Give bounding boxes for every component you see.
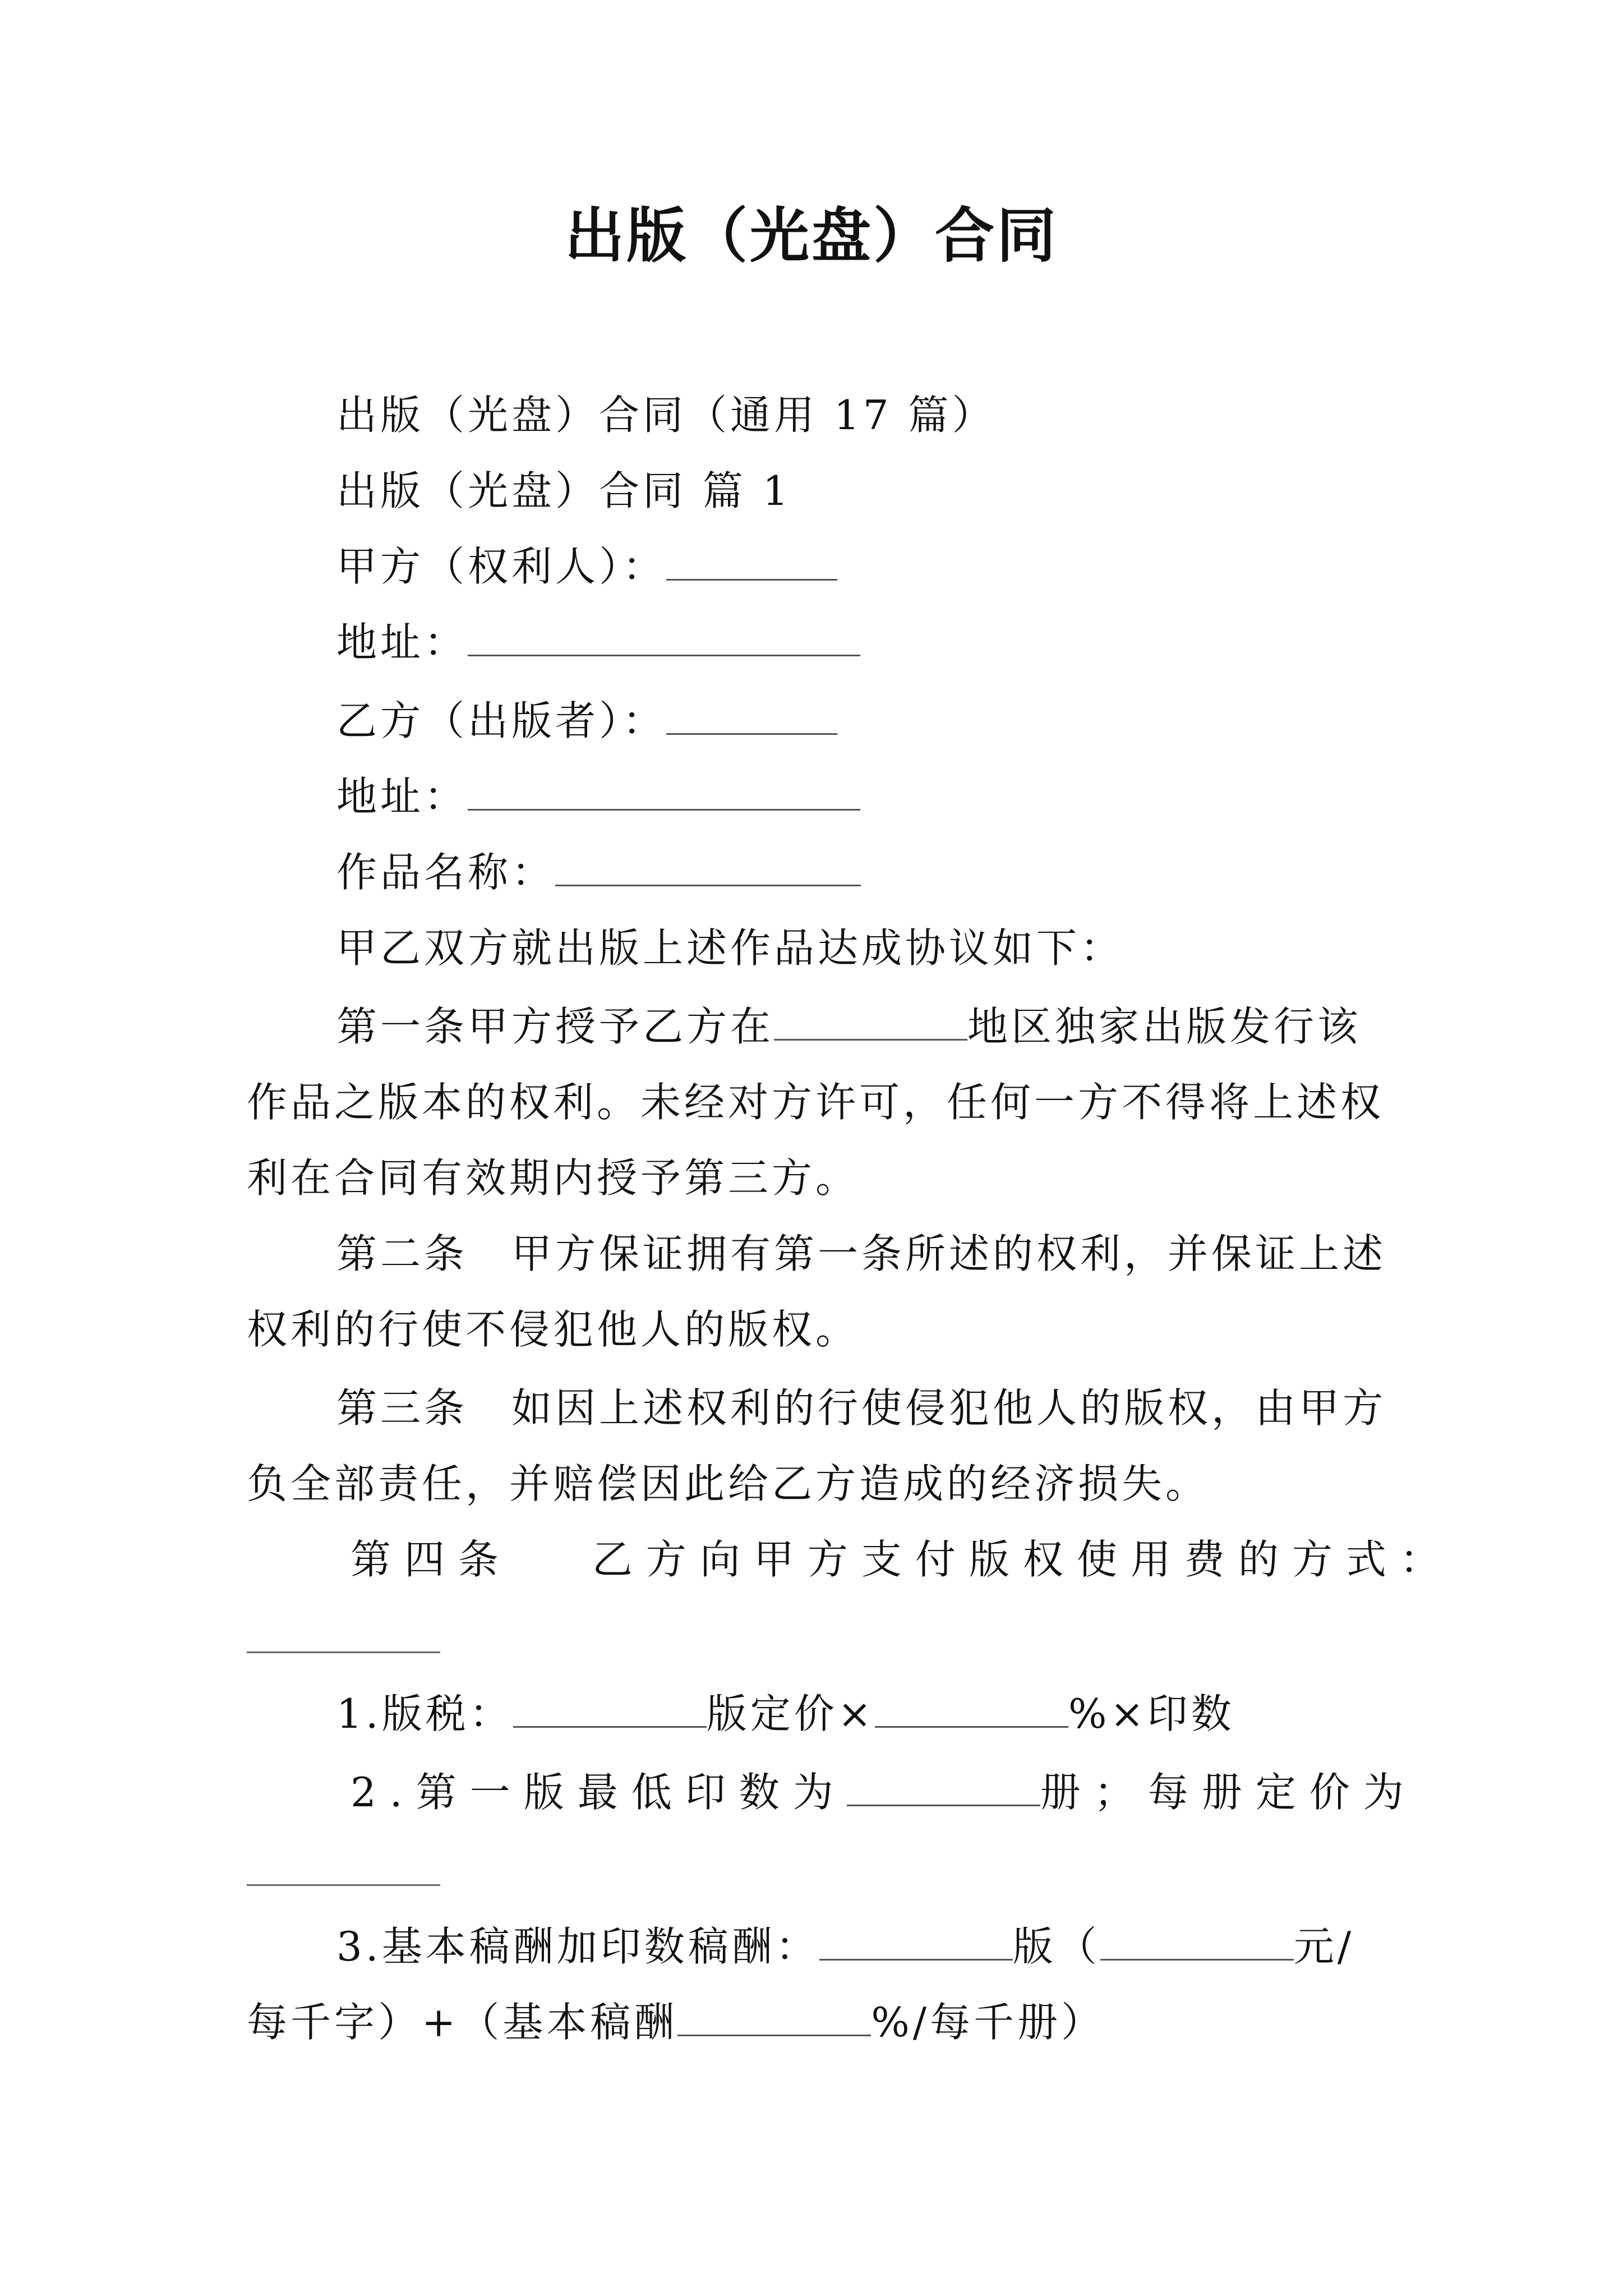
article-3-line-2: 负全部责任，并赔偿因此给乙方造成的经济损失。 (247, 1460, 1210, 1507)
party-b-line (336, 696, 837, 746)
article-4-line-1: 第四条 乙方向甲方支付版权使用费的方式： (351, 1536, 1454, 1583)
section-heading: 出版（光盘）合同 篇 1 (336, 467, 792, 514)
party-a-line (336, 541, 837, 592)
agreement-intro: 甲乙双方就出版上述作品达成协议如下： (336, 924, 1124, 972)
item-2-blank-a (847, 1771, 1040, 1806)
item-3-line-1 (336, 1921, 1354, 1972)
item-3-blank-b (1100, 1925, 1294, 1961)
article-2-line-1: 第二条 甲方保证拥有第一条所述的权利，并保证上述 (336, 1230, 1387, 1277)
article-4-payment-blank (247, 1649, 440, 1653)
document-title: 出版（光盘）合同 (565, 200, 1058, 270)
article-1-line-3: 利在合同有效期内授予第三方。 (247, 1154, 860, 1202)
item-2-text-b: 册；每册定价为 (1040, 1769, 1417, 1816)
article-1-region-blank (774, 1005, 967, 1041)
item-2-text-a: 2.第一版最低印数为 (351, 1769, 847, 1816)
work-title-label: 作品名称： (336, 849, 556, 896)
party-a-address-line (336, 617, 860, 668)
article-1-line-2: 作品之版本的权利。未经对方许可，任何一方不得将上述权 (247, 1079, 1385, 1126)
item-3-text-e: %/每千册） (871, 1999, 1105, 2046)
item-3-text-a: 3.基本稿酬加印数稿酬： (336, 1923, 819, 1970)
article-2-line-2: 权利的行使不侵犯他人的版权。 (247, 1306, 860, 1353)
work-title-line (336, 847, 861, 898)
article-1-text-b: 地区独家出版发行该 (967, 1003, 1362, 1050)
party-a-label: 甲方（权利人）： (336, 543, 667, 590)
item-3-text-d: 每千字）+（基本稿酬 (247, 1999, 678, 2046)
item-2-price-blank (247, 1882, 440, 1886)
work-title-blank (555, 851, 861, 886)
item-1-text-c: %×印数 (1068, 1690, 1235, 1737)
item-3-text-c: 元/ (1293, 1923, 1354, 1970)
party-b-blank (666, 700, 837, 735)
address-label: 地址： (336, 773, 468, 820)
subtitle-line: 出版（光盘）合同（通用 17 篇） (336, 392, 996, 439)
address-label: 地址： (336, 619, 468, 666)
item-2-print-run-line (351, 1767, 1417, 1818)
item-3-text-b: 版（ (1012, 1923, 1100, 1970)
party-b-address-line (336, 771, 860, 822)
party-a-blank (666, 545, 837, 581)
party-b-label: 乙方（出版者）： (336, 697, 667, 744)
item-3-blank-c (677, 2001, 871, 2036)
item-1-text-b: 版定价× (706, 1690, 875, 1737)
item-1-blank-b (875, 1692, 1068, 1728)
article-3-line-1: 第三条 如因上述权利的行使侵犯他人的版权，由甲方 (336, 1384, 1387, 1432)
item-3-blank-a (819, 1925, 1013, 1961)
item-1-royalty-line (336, 1688, 1235, 1739)
item-1-blank-a (513, 1692, 707, 1728)
party-b-address-blank (468, 775, 860, 811)
item-3-line-2 (247, 1997, 1105, 2047)
item-1-text-a: 1.版税： (336, 1690, 513, 1737)
article-1-line-1 (336, 1001, 1361, 1052)
article-1-text-a: 第一条甲方授予乙方在 (336, 1003, 774, 1050)
party-a-address-blank (468, 621, 860, 656)
